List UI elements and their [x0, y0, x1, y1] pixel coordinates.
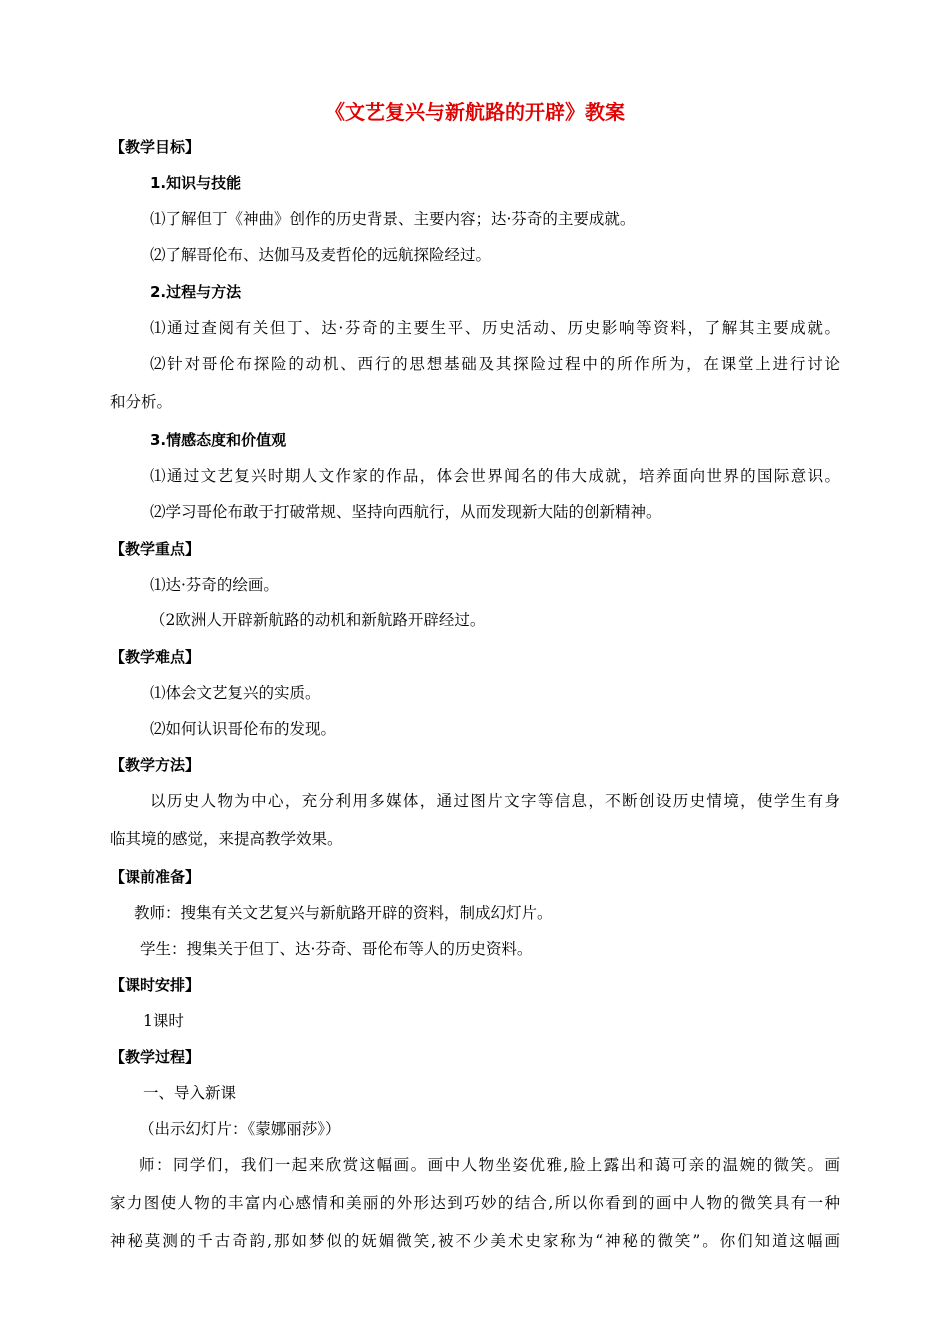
paragraph: 家力图使人物的丰富内心感情和美丽的外形达到巧妙的结合,所以你看到的画中人物的微笑具有一种 [110, 1194, 840, 1212]
document-title: 《文艺复兴与新航路的开辟》教案 [325, 100, 625, 124]
paragraph: ⑵针对哥伦布探险的动机、西行的思想基础及其探险过程中的所作所为，在课堂上进行讨论 [150, 355, 840, 373]
paragraph: ⑴达·芬奇的绘画。 [150, 576, 279, 594]
paragraph: ⑵如何认识哥伦布的发现。 [150, 720, 337, 738]
paragraph: 以历史人物为中心，充分利用多媒体，通过图片文字等信息，不断创设历史情境，使学生有身 [150, 792, 840, 810]
paragraph: ⑴通过查阅有关但丁、达·芬奇的主要生平、历史活动、历史影响等资料，了解其主要成就。 [150, 319, 840, 337]
heading-difficult-points: 【教学难点】 [110, 648, 201, 666]
heading-teaching-method: 【教学方法】 [110, 756, 201, 774]
paragraph: （出示幻灯片：《蒙娜丽莎》） [139, 1120, 341, 1138]
paragraph: （2欧洲人开辟新航路的动机和新航路开辟经过。 [150, 611, 486, 629]
paragraph: 1课时 [143, 1012, 184, 1030]
heading-class-hours: 【课时安排】 [110, 976, 201, 994]
heading-teaching-process: 【教学过程】 [110, 1048, 201, 1066]
subheading-process-method: 2.过程与方法 [150, 283, 242, 301]
paragraph: 神秘莫测的千古奇韵,那如梦似的妩媚微笑,被不少美术史家称为“神秘的微笑”。你们知道这幅画 [110, 1232, 840, 1250]
paragraph-continuation: 和分析。 [110, 393, 173, 411]
paragraph: ⑴体会文艺复兴的实质。 [150, 684, 321, 702]
paragraph: 一、导入新课 [143, 1084, 237, 1102]
paragraph: 师：同学们，我们一起来欣赏这幅画。画中人物坐姿优雅,脸上露出和蔼可亲的温婉的微笑。画 [139, 1156, 840, 1174]
paragraph: ⑴通过文艺复兴时期人文作家的作品，体会世界闻名的伟大成就，培养面向世界的国际意识。 [150, 467, 840, 485]
subheading-knowledge-skills: 1.知识与技能 [150, 174, 242, 192]
paragraph: 学生：搜集关于但丁、达·芬奇、哥伦布等人的历史资料。 [140, 940, 533, 958]
heading-teaching-goals: 【教学目标】 [110, 138, 201, 156]
paragraph: ⑵学习哥伦布敢于打破常规、坚持向西航行，从而发现新大陆的创新精神。 [150, 503, 662, 521]
paragraph: 教师：搜集有关文艺复兴与新航路开辟的资料，制成幻灯片。 [134, 904, 553, 922]
paragraph: ⑵了解哥伦布、达伽马及麦哲伦的远航探险经过。 [150, 246, 492, 264]
subheading-attitudes-values: 3.情感态度和价值观 [150, 431, 287, 449]
heading-key-points: 【教学重点】 [110, 540, 201, 558]
paragraph: ⑴了解但丁《神曲》创作的历史背景、主要内容；达·芬奇的主要成就。 [150, 210, 636, 228]
heading-preparation: 【课前准备】 [110, 868, 201, 886]
paragraph-continuation: 临其境的感觉，来提高教学效果。 [110, 830, 343, 848]
